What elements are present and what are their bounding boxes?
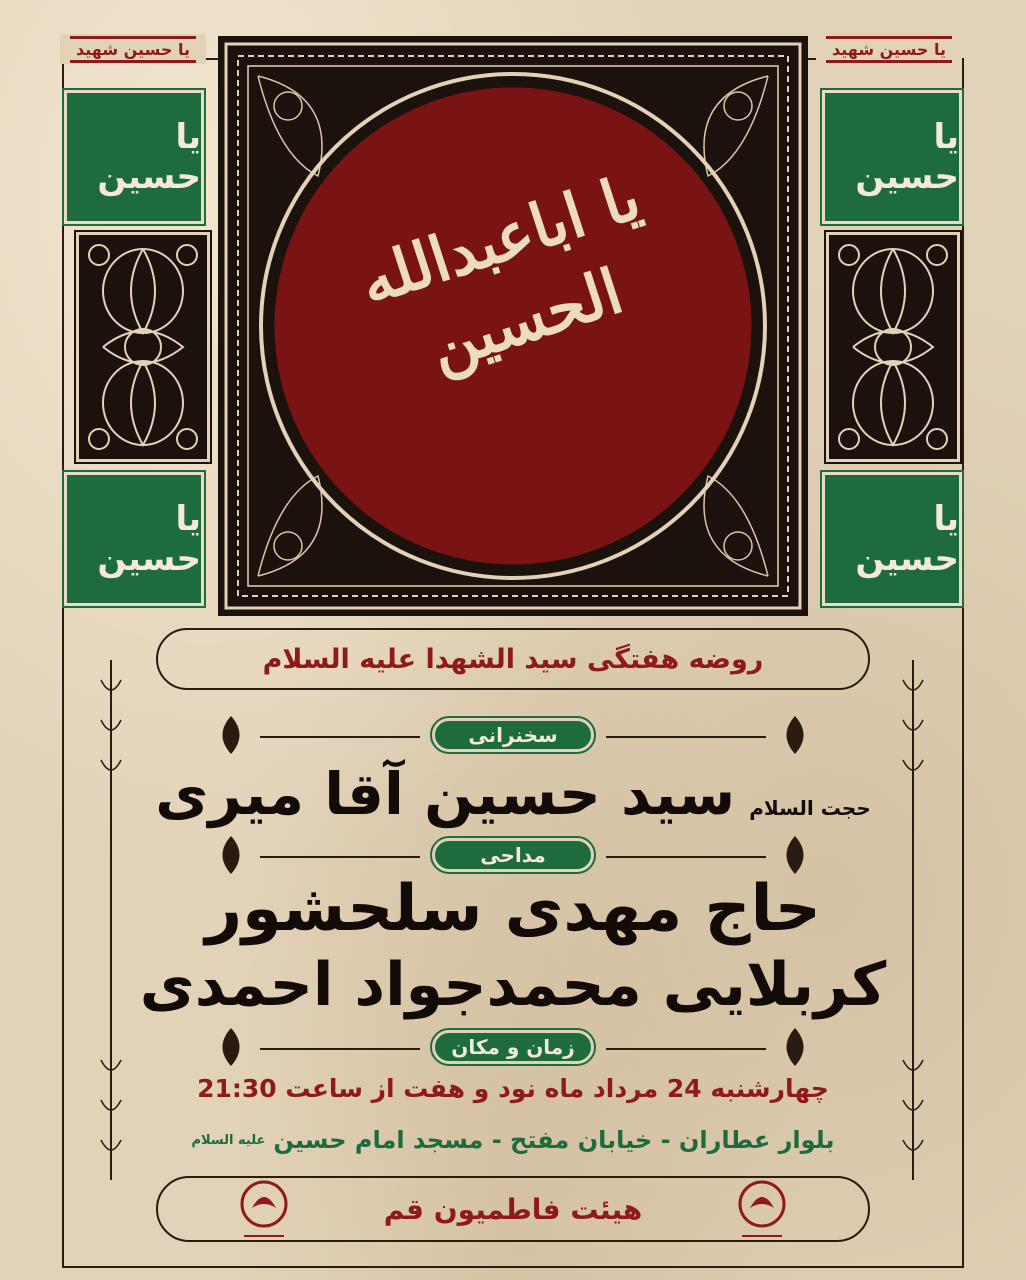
- divider: [260, 736, 420, 738]
- arabesque-pattern-icon: [829, 235, 957, 459]
- pattern-panel-right: [826, 232, 960, 462]
- organizer-logo-icon: [234, 1178, 294, 1242]
- divider: [260, 1048, 420, 1050]
- arabesque-ornament-icon: [772, 712, 818, 758]
- divider: [606, 736, 766, 738]
- speaker-label: سخنرانی: [432, 718, 594, 752]
- corner-tag-right: [816, 34, 962, 64]
- event-title: روضه هفتگی سید الشهدا علیه السلام: [262, 643, 764, 675]
- eulogist-name-2: کربلایی محمدجواد احمدی: [139, 950, 887, 1020]
- arabesque-ornament-icon: [208, 1024, 254, 1070]
- title-pill: [156, 628, 870, 690]
- green-panel-text: یا حسین: [97, 117, 201, 197]
- green-panel-text: یا حسین: [855, 499, 959, 579]
- arabesque-ornament-icon: [772, 1024, 818, 1070]
- emblem-calligraphy: یا اباعبدالله الحسین: [351, 160, 649, 385]
- green-panel-text: یا حسین: [97, 499, 201, 579]
- arabesque-ornament-icon: [208, 712, 254, 758]
- eulogist-name-1: حاج مهدی سلحشور: [205, 872, 821, 946]
- speaker-prefix: حجت السلام: [749, 796, 871, 820]
- speaker-name: سید حسین آقا میری: [155, 760, 736, 828]
- divider: [606, 1048, 766, 1050]
- time-place-label: زمان و مکان: [432, 1030, 594, 1064]
- event-datetime: چهارشنبه 24 مرداد ماه نود و هفت از ساعت 21:30: [197, 1074, 829, 1103]
- eulogist-label: مداحی: [432, 838, 594, 872]
- organizer-name: هیئت فاطمیون قم: [383, 1192, 643, 1226]
- speaker-line: [150, 754, 876, 834]
- organizer-logo-icon: [732, 1178, 792, 1242]
- corner-tag-left-text: یا حسین شهید: [70, 36, 196, 63]
- green-panel-text: یا حسین: [855, 117, 959, 197]
- event-address: بلوار عطاران - خیابان مفتح - مسجد امام حسین: [273, 1126, 835, 1154]
- divider: [260, 856, 420, 858]
- arabesque-pattern-icon: [79, 235, 207, 459]
- green-panel-bottom-left: [64, 472, 204, 606]
- green-panel-top-right: [822, 90, 962, 224]
- corner-tag-left: [60, 34, 206, 64]
- pattern-panel-left: [76, 232, 210, 462]
- green-panel-bottom-right: [822, 472, 962, 606]
- green-panel-top-left: [64, 90, 204, 224]
- central-emblem-frame: [218, 36, 808, 616]
- address-suffix: علیه السلام: [191, 1132, 266, 1148]
- address-line: [150, 1126, 876, 1154]
- corner-tag-right-text: یا حسین شهید: [826, 36, 952, 63]
- divider: [606, 856, 766, 858]
